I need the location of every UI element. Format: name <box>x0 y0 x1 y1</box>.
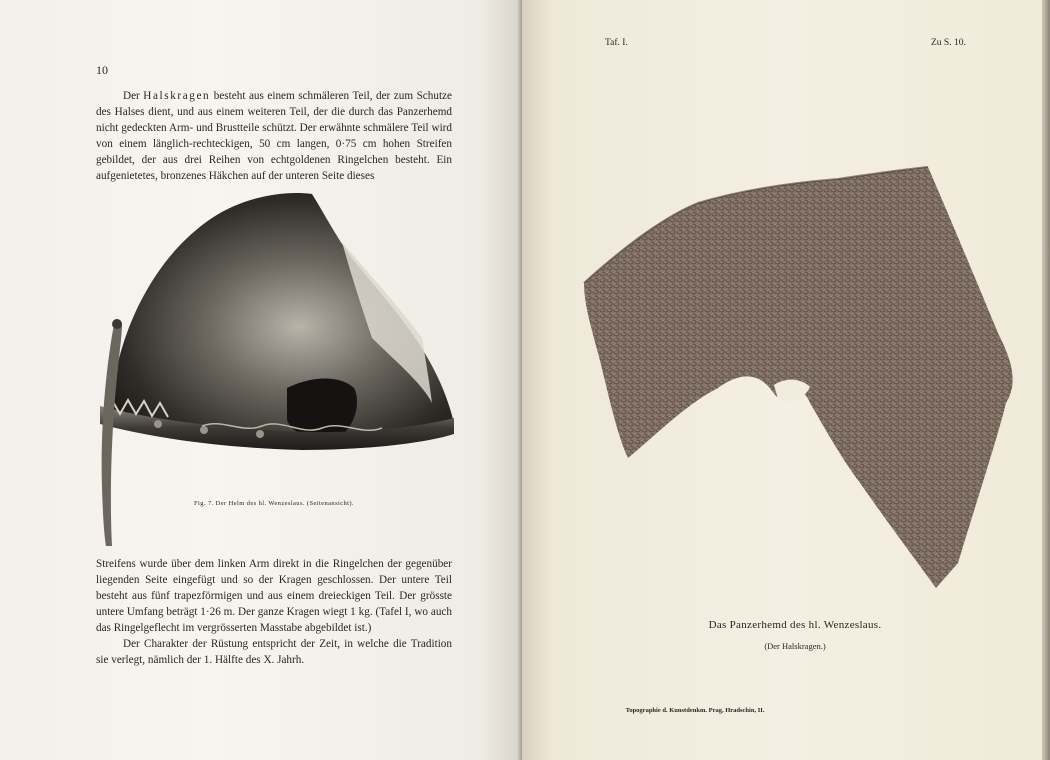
intro-lead: Der <box>123 90 144 102</box>
page-number: 10 <box>96 63 108 77</box>
left-page <box>0 0 522 760</box>
intro-spaced-term: Halskragen <box>143 90 211 102</box>
plate-label: Taf. I. <box>605 38 628 48</box>
page-reference: Zu S. 10. <box>931 38 966 48</box>
helmet-photo <box>92 188 462 553</box>
page-edge <box>1042 0 1050 760</box>
helmet-icon <box>92 188 462 553</box>
figure-caption: Fig. 7. Der Helm des hl. Wenzeslaus. (Seitenansicht). <box>194 500 354 507</box>
chainmail-collar-icon <box>578 163 1018 593</box>
publication-credit: Topographie d. Kunstdenkm. Prag, Hradschin, II. <box>625 707 765 714</box>
closing-text: Der Charakter der Rüstung entspricht der Zeit, in welche die Tradition sie verlegt, nämlich der 1. Hälfte des X. Jahrh. <box>96 638 452 666</box>
chainmail-collar-photo <box>578 163 1018 593</box>
intro-paragraph <box>96 88 452 184</box>
plate-caption: Das Panzerhemd des hl. Wenzeslaus. <box>708 619 882 631</box>
continuation-text: Streifens wurde über dem linken Arm direkt in die Ringelchen der gegenüber liegenden Seite eingefügt und so der Kragen geschlossen. Der untere Teil besteht aus fünf trapezförmigen und aus einem dreieckigen Teil. Der grösste untere Umfang beträgt 1·26 m. Der ganze Kragen wiegt 1 kg. (Tafel I, wo auch das Ringelgeflecht im vergrösserten Masstabe abgebildet ist.) <box>96 558 452 634</box>
intro-rest: besteht aus einem schmäleren Teil, der zum Schutze des Halses dient, und aus einem weiteren Teil, der die durch das Panzerhemd nicht gedeckten Arm- und Brustteile schützt. Der erwähnte schmälere Teil wird von einem länglich-rechteckigen, 50 cm langen, 0·75 cm hohen Streifen gebildet, der aus drei Reihen von echtgoldenen Ringelchen besteht. Ein aufgenietetes, bronzenes Häkchen auf der unteren Seite dieses <box>96 90 452 182</box>
plate-subcaption: (Der Halskragen.) <box>764 641 826 651</box>
continuation-paragraph <box>96 556 452 668</box>
